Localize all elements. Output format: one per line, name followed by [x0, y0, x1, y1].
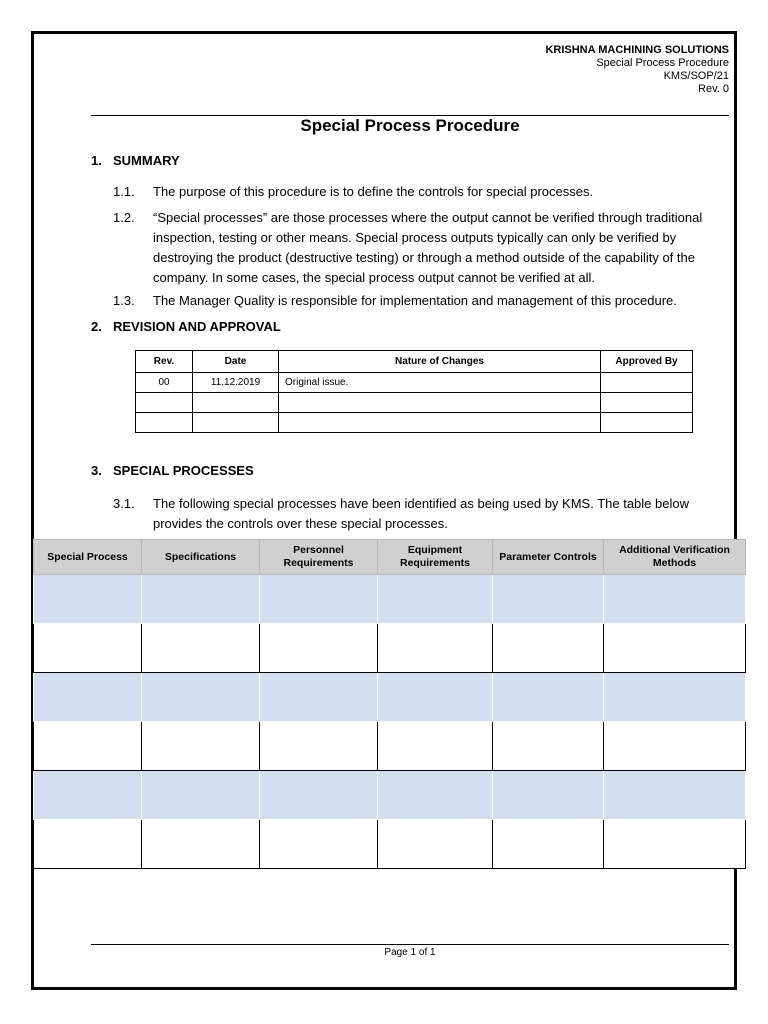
table-cell[interactable] — [34, 673, 142, 722]
paragraph-text: “Special processes” are those processes where the output cannot be verified through traditional inspection, testing or other means. Special process outputs typically can only be verified by destroying the product (destructive testing) or through a method outside of the capability of the company. In some cases, the special process output cannot be verified at all. — [153, 210, 703, 285]
table-cell[interactable] — [34, 722, 142, 771]
column-header: Rev. — [136, 351, 193, 373]
paragraph-number: 1.2. — [113, 210, 135, 225]
table-cell[interactable] — [378, 820, 493, 869]
table-cell — [279, 393, 601, 413]
table-row — [136, 413, 693, 433]
table-cell[interactable] — [142, 722, 260, 771]
column-header: Date — [193, 351, 279, 373]
table-header-row — [34, 540, 746, 575]
table-cell[interactable] — [604, 624, 746, 673]
section-special-heading — [91, 463, 254, 478]
doc-revision: Rev. 0 — [698, 83, 729, 95]
table-cell[interactable] — [604, 575, 746, 624]
table-cell[interactable] — [493, 820, 604, 869]
section-revision-heading — [91, 319, 281, 334]
table-cell: 00 — [136, 373, 193, 393]
section-number: 1. — [91, 153, 102, 168]
table-row — [34, 771, 746, 820]
table-cell — [136, 413, 193, 433]
column-header: Approved By — [601, 351, 693, 373]
table-row — [34, 624, 746, 673]
footer-divider — [91, 944, 729, 945]
table-cell[interactable] — [493, 624, 604, 673]
table-cell[interactable] — [378, 673, 493, 722]
column-header: Parameter Controls — [493, 540, 604, 575]
paragraph-number: 1.1. — [113, 184, 135, 199]
table-cell[interactable] — [493, 673, 604, 722]
paragraph-number: 3.1. — [113, 496, 135, 511]
table-cell — [193, 413, 279, 433]
table-cell[interactable] — [34, 771, 142, 820]
section-title: SUMMARY — [113, 153, 180, 168]
company-name: KRISHNA MACHINING SOLUTIONS — [545, 44, 729, 56]
page-title: Special Process Procedure — [300, 116, 520, 135]
column-header: Personnel Requirements — [260, 540, 378, 575]
table-cell — [193, 393, 279, 413]
table-row — [34, 722, 746, 771]
doc-title: Special Process Procedure — [596, 57, 729, 69]
table-cell[interactable] — [142, 820, 260, 869]
column-header: Specifications — [142, 540, 260, 575]
column-header: Nature of Changes — [279, 351, 601, 373]
table-cell[interactable] — [34, 820, 142, 869]
table-cell[interactable] — [34, 575, 142, 624]
table-cell[interactable] — [378, 624, 493, 673]
table-row — [34, 673, 746, 722]
table-cell[interactable] — [493, 575, 604, 624]
table-row — [136, 393, 693, 413]
table-cell: 11.12.2019 — [193, 373, 279, 393]
paragraph-text: The Manager Quality is responsible for implementation and management of this procedure. — [153, 293, 677, 308]
revision-table — [135, 350, 693, 433]
table-cell — [279, 413, 601, 433]
table-header-row — [136, 351, 693, 373]
table-cell[interactable] — [604, 722, 746, 771]
table-cell[interactable] — [260, 820, 378, 869]
table-row — [136, 373, 693, 393]
table-cell[interactable] — [34, 624, 142, 673]
page-number: Page 1 of 1 — [384, 947, 436, 958]
paragraph-text: The purpose of this procedure is to define the controls for special processes. — [153, 184, 594, 199]
column-header: Special Process — [34, 540, 142, 575]
table-cell[interactable] — [493, 771, 604, 820]
table-cell[interactable] — [142, 575, 260, 624]
table-cell — [136, 393, 193, 413]
section-number: 3. — [91, 463, 102, 478]
table-cell — [601, 413, 693, 433]
paragraph-text: The following special processes have been identified as being used by KMS. The table below provides the controls over these special processes. — [153, 496, 689, 531]
paragraph-number: 1.3. — [113, 293, 135, 308]
table-cell[interactable] — [142, 673, 260, 722]
table-cell[interactable] — [378, 722, 493, 771]
column-header: Equipment Requirements — [378, 540, 493, 575]
table-row — [34, 575, 746, 624]
table-cell — [601, 373, 693, 393]
table-cell[interactable] — [260, 575, 378, 624]
table-cell[interactable] — [493, 722, 604, 771]
table-cell[interactable] — [260, 722, 378, 771]
table-cell — [601, 393, 693, 413]
section-number: 2. — [91, 319, 102, 334]
table-cell[interactable] — [142, 771, 260, 820]
table-cell[interactable] — [260, 673, 378, 722]
table-cell[interactable] — [260, 624, 378, 673]
column-header: Additional Verification Methods — [604, 540, 746, 575]
table-cell[interactable] — [604, 771, 746, 820]
table-cell: Original issue. — [279, 373, 601, 393]
table-cell[interactable] — [604, 673, 746, 722]
table-cell[interactable] — [260, 771, 378, 820]
table-cell[interactable] — [142, 624, 260, 673]
section-title: REVISION AND APPROVAL — [113, 319, 281, 334]
section-summary-heading — [91, 153, 180, 168]
table-cell[interactable] — [378, 575, 493, 624]
table-row — [34, 820, 746, 869]
document-header — [545, 44, 729, 96]
table-cell[interactable] — [604, 820, 746, 869]
special-process-table — [33, 539, 746, 869]
table-cell[interactable] — [378, 771, 493, 820]
section-title: SPECIAL PROCESSES — [113, 463, 254, 478]
doc-code: KMS/SOP/21 — [663, 70, 729, 82]
